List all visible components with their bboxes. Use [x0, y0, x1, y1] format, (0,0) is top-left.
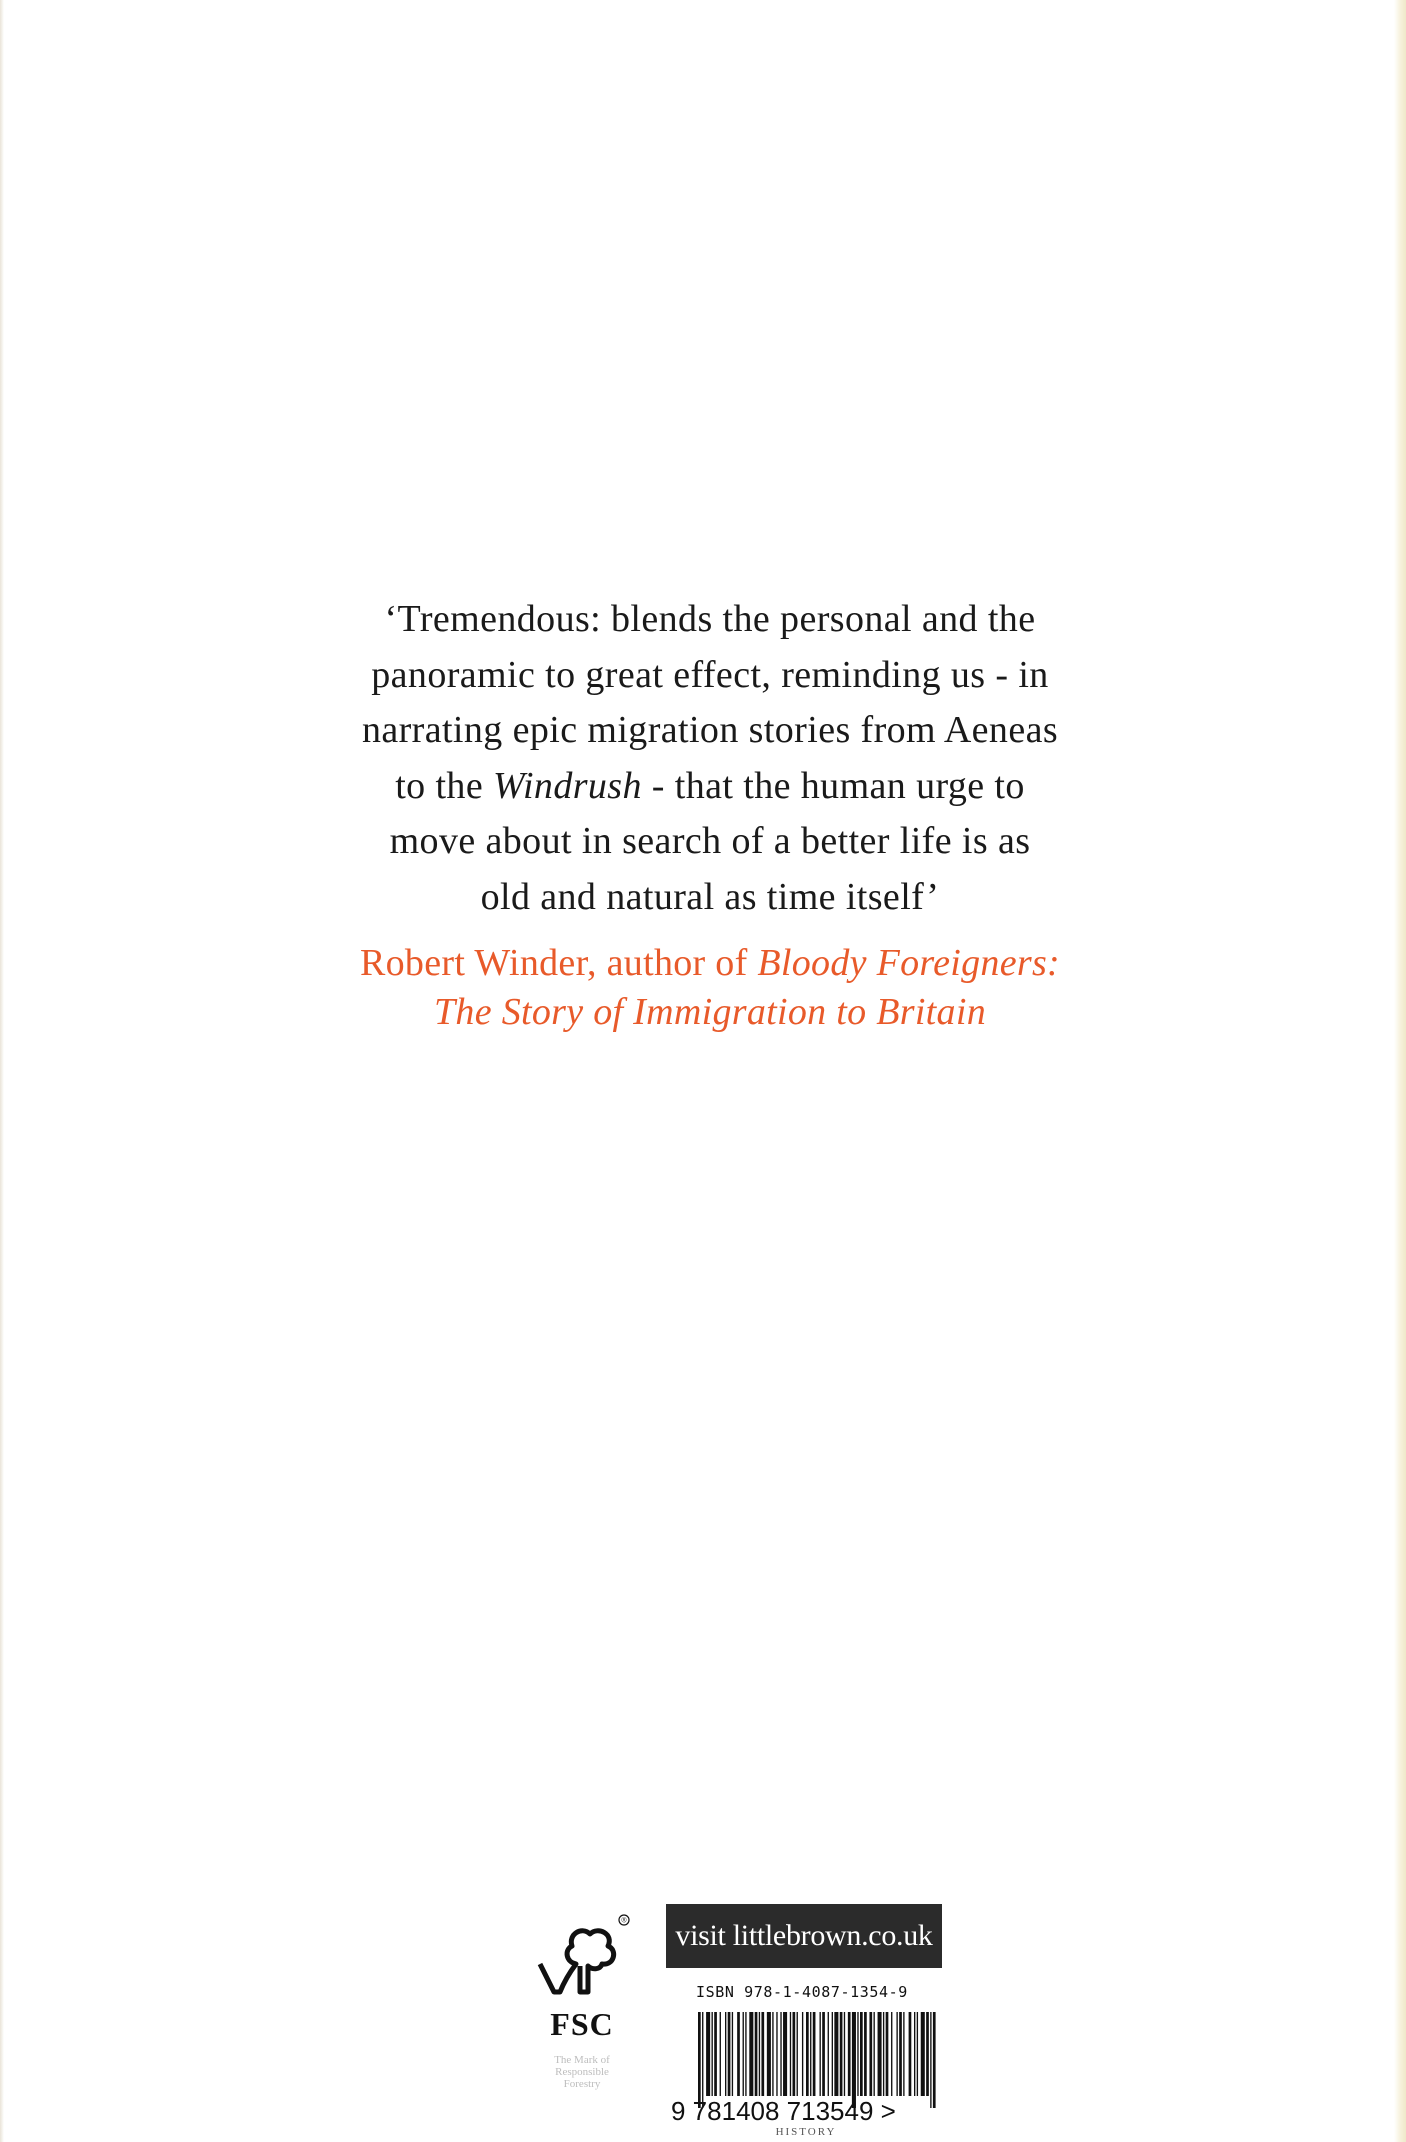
barcode-bar [878, 2012, 882, 2096]
barcode-bar [712, 2012, 713, 2096]
barcode-bar [903, 2012, 904, 2096]
barcode-bar [759, 2012, 760, 2096]
barcode-bar [844, 2012, 845, 2096]
barcode-bar [743, 2012, 744, 2096]
barcode-bar [806, 2012, 809, 2096]
barcode-bar [874, 2012, 875, 2096]
barcode-bar [732, 2012, 733, 2096]
quote-text: to the [395, 764, 493, 807]
barcode-bar [745, 2012, 746, 2096]
fsc-tagline-line: The Mark of [554, 2054, 610, 2066]
barcode-bar [749, 2012, 753, 2096]
quote-italic-ship: Windrush [493, 764, 642, 807]
barcode-bar [767, 2012, 771, 2096]
barcode-bar [706, 2012, 710, 2096]
quote-line: narrating epic migration stories from Aeneas [361, 709, 1059, 751]
fsc-logo [530, 1912, 634, 2092]
attribution-line [290, 939, 1130, 988]
quote-text: - that the human urge to [641, 764, 1025, 807]
barcode-bar [883, 2012, 884, 2096]
barcode-bar [820, 2012, 821, 2096]
barcode-bar [848, 2012, 851, 2096]
barcode-bar [813, 2012, 816, 2096]
barcode-bar [917, 2012, 918, 2096]
barcode-bar [790, 2012, 791, 2096]
page-left-edge [0, 0, 4, 2142]
barcode-bar [914, 2012, 915, 2096]
barcode-bar [720, 2012, 721, 2096]
barcode-bar [761, 2012, 764, 2096]
isbn-label: ISBN 978-1-4087-1354-9 [696, 1983, 908, 2001]
attribution-author: Robert Winder, author of [359, 942, 758, 984]
quote-line: ‘Tremendous: blends the personal and the [384, 598, 1036, 640]
book-category: HISTORY [775, 2126, 837, 2138]
barcode-bar [714, 2012, 717, 2096]
quote-line [290, 759, 1130, 815]
barcode-bar [780, 2012, 781, 2096]
quote-line: old and natural as time itself’ [480, 875, 940, 918]
fsc-tagline [530, 2054, 634, 2090]
barcode-bar [737, 2012, 740, 2096]
fsc-tagline-line: Forestry [563, 2078, 601, 2090]
barcode-bar [725, 2012, 726, 2096]
barcode-bar [896, 2012, 897, 2096]
barcode-bar [698, 2012, 701, 2108]
fsc-tree-check-icon [530, 1912, 634, 2008]
barcode-bar [909, 2012, 912, 2096]
barcode-bar [828, 2012, 829, 2096]
barcode-bar [834, 2012, 838, 2096]
barcode-bar [810, 2012, 811, 2096]
barcode-bar [822, 2012, 825, 2096]
barcode-bar [864, 2012, 867, 2096]
barcode-bar [755, 2012, 758, 2096]
publisher-website[interactable]: visit littlebrown.co.uk [666, 1904, 942, 1968]
page-right-edge [1394, 0, 1406, 2142]
barcode-bar [891, 2012, 892, 2096]
review-quote [290, 592, 1130, 925]
quote-line: panoramic to great effect, reminding us - in [371, 653, 1049, 696]
barcode-bar [899, 2012, 902, 2096]
quote-line: move about in search of a better life is as [389, 820, 1031, 862]
barcode-bar [702, 2012, 703, 2108]
barcode-bar [832, 2012, 833, 2096]
barcode-bar [793, 2012, 796, 2096]
barcode-bar [857, 2012, 858, 2096]
barcode-bar [926, 2012, 929, 2096]
review-attribution [290, 939, 1130, 1037]
barcode-bar [783, 2012, 787, 2096]
barcode-bar [869, 2012, 872, 2096]
registered-mark: ® [621, 1917, 627, 1925]
barcode-bar [776, 2012, 777, 2096]
fsc-label: FSC [550, 2006, 614, 2042]
review-blurb [290, 592, 1130, 1037]
barcode-bar [860, 2012, 863, 2096]
barcode-bar [852, 2012, 856, 2108]
attribution-book-title: Bloody Foreigners: [757, 942, 1061, 984]
barcode-bar [921, 2012, 925, 2096]
fsc-tagline-line: Responsible [555, 2066, 609, 2078]
barcode-bar [840, 2012, 843, 2096]
barcode-digits: 9 781408 713549 > [671, 2096, 896, 2126]
barcode-bar [886, 2012, 889, 2096]
attribution-book-subtitle: The Story of Immigration to Britain [434, 991, 986, 1033]
barcode-bar [930, 2012, 931, 2108]
barcode-bar [933, 2012, 936, 2108]
barcode-bar [772, 2012, 773, 2096]
barcode-bar [728, 2012, 731, 2096]
barcode-bar [802, 2012, 803, 2096]
barcode-bar [797, 2012, 798, 2096]
